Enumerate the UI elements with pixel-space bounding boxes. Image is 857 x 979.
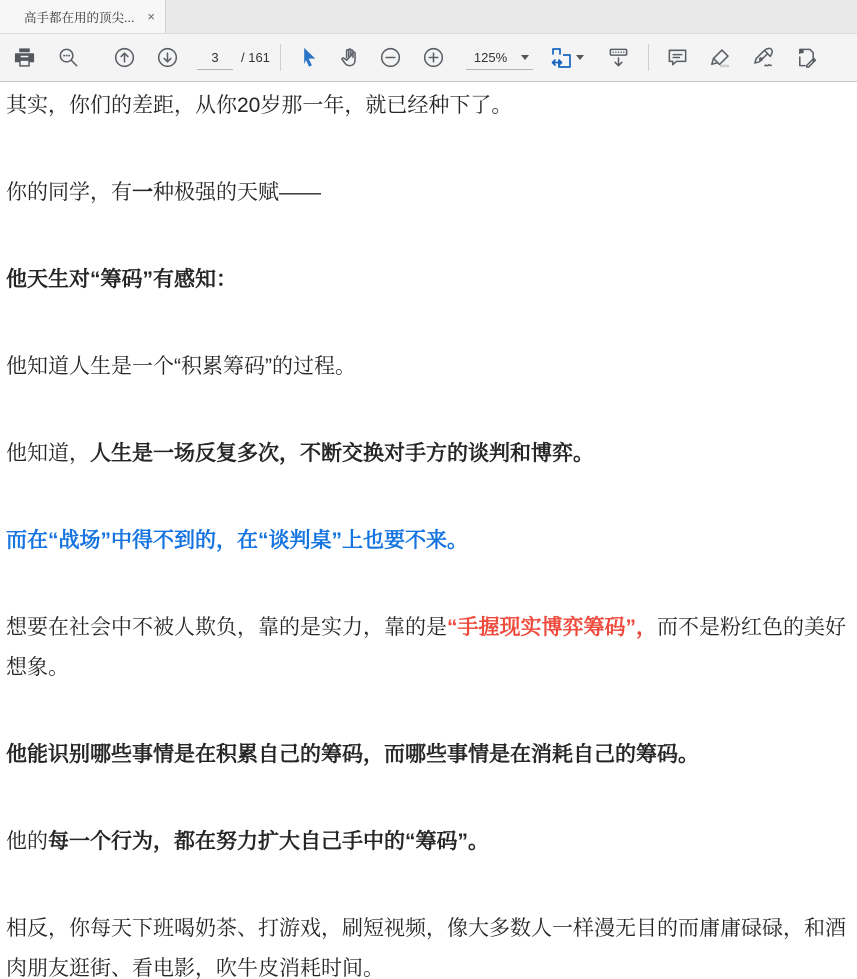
tab-bar [0, 0, 857, 34]
text-segment: 想要在社会中不被人欺负，靠的是实力，靠的是 [6, 616, 447, 639]
previous-page-button[interactable] [106, 40, 142, 76]
paragraph [6, 735, 851, 775]
print-button[interactable] [6, 40, 42, 76]
paragraph [6, 608, 851, 688]
paragraph [6, 173, 851, 213]
page-number-input[interactable] [197, 45, 233, 70]
select-tool-icon [297, 46, 320, 69]
zoom-out-button[interactable] [373, 40, 409, 76]
paragraph [6, 822, 851, 862]
select-tool-button[interactable] [291, 40, 327, 76]
printer-icon [13, 46, 36, 69]
paragraph [6, 909, 851, 979]
paragraph [6, 434, 851, 474]
paragraph [6, 260, 851, 300]
toolbar-separator [280, 44, 281, 71]
zoom-out-icon [379, 46, 402, 69]
more-tools-icon [795, 46, 818, 69]
zoom-level-value: 125% [473, 49, 508, 65]
page-up-icon [113, 46, 136, 69]
highlight-icon [709, 46, 732, 69]
text-segment: 一 [132, 181, 153, 204]
text-segment: 你的同学，有 [6, 181, 132, 204]
chevron-down-icon [576, 55, 584, 60]
hand-tool-button[interactable] [332, 40, 368, 76]
zoom-in-icon [422, 46, 445, 69]
text-segment: 他的 [6, 830, 48, 853]
text-segment: 而在“战场”中得不到的，在“谈判桌”上也要不来。 [6, 529, 468, 552]
toolbar-separator [648, 44, 649, 71]
paragraph [6, 521, 851, 561]
fit-width-button[interactable] [549, 46, 584, 70]
text-segment: 而不是粉红色的美好想象。 [6, 616, 846, 679]
zoom-level-select[interactable] [466, 45, 533, 70]
comment-button[interactable] [659, 40, 695, 76]
text-segment: 每一个行为，都在努力扩大自己手中的“筹码”。 [48, 830, 489, 853]
page-down-icon [156, 46, 179, 69]
text-segment: 他能识别哪些事情是在积累自己的筹码，而哪些事情是在消耗自己的筹码。 [6, 743, 699, 766]
text-segment: 其实，你们的差距，从你20岁那一年，就已经种下了。 [6, 94, 513, 117]
document-page[interactable] [0, 82, 857, 979]
text-segment: 种极强的天赋—— [153, 181, 321, 204]
fill-sign-icon [752, 46, 775, 69]
comment-icon [666, 46, 689, 69]
search-button[interactable] [50, 40, 86, 76]
hide-toolbar-icon [607, 46, 630, 69]
page-count-label: / 161 [241, 50, 270, 65]
next-page-button[interactable] [149, 40, 185, 76]
fit-width-icon [549, 46, 573, 70]
search-icon [57, 46, 80, 69]
paragraph [6, 86, 851, 126]
hand-tool-icon [338, 46, 361, 69]
main-toolbar [0, 34, 857, 82]
text-segment: 人生是一场反复多次，不断交换对手方的谈判和博弈。 [90, 442, 594, 465]
hide-toolbar-button[interactable] [600, 40, 636, 76]
document-tab[interactable] [0, 0, 166, 33]
text-segment: 他天生对“筹码”有感知： [6, 268, 237, 291]
more-tools-button[interactable] [788, 40, 824, 76]
tab-close-icon[interactable]: × [147, 9, 155, 24]
zoom-in-button[interactable] [416, 40, 452, 76]
highlight-button[interactable] [702, 40, 738, 76]
text-segment: “手握现实博弈筹码”， [447, 616, 657, 639]
chevron-down-icon [521, 55, 529, 60]
text-segment: 相反，你每天下班喝奶茶、打游戏，刷短视频，像大多数人一样漫无目的而庸庸碌碌，和酒肉朋友逛街、看电影，吹牛皮消耗时间。 [6, 917, 846, 979]
text-segment: 他知道人生是一个“积累筹码”的过程。 [6, 355, 356, 378]
paragraph [6, 347, 851, 387]
tab-title: 高手都在用的顶尖... [24, 10, 135, 25]
text-segment: 他知道， [6, 442, 90, 465]
fill-sign-button[interactable] [745, 40, 781, 76]
